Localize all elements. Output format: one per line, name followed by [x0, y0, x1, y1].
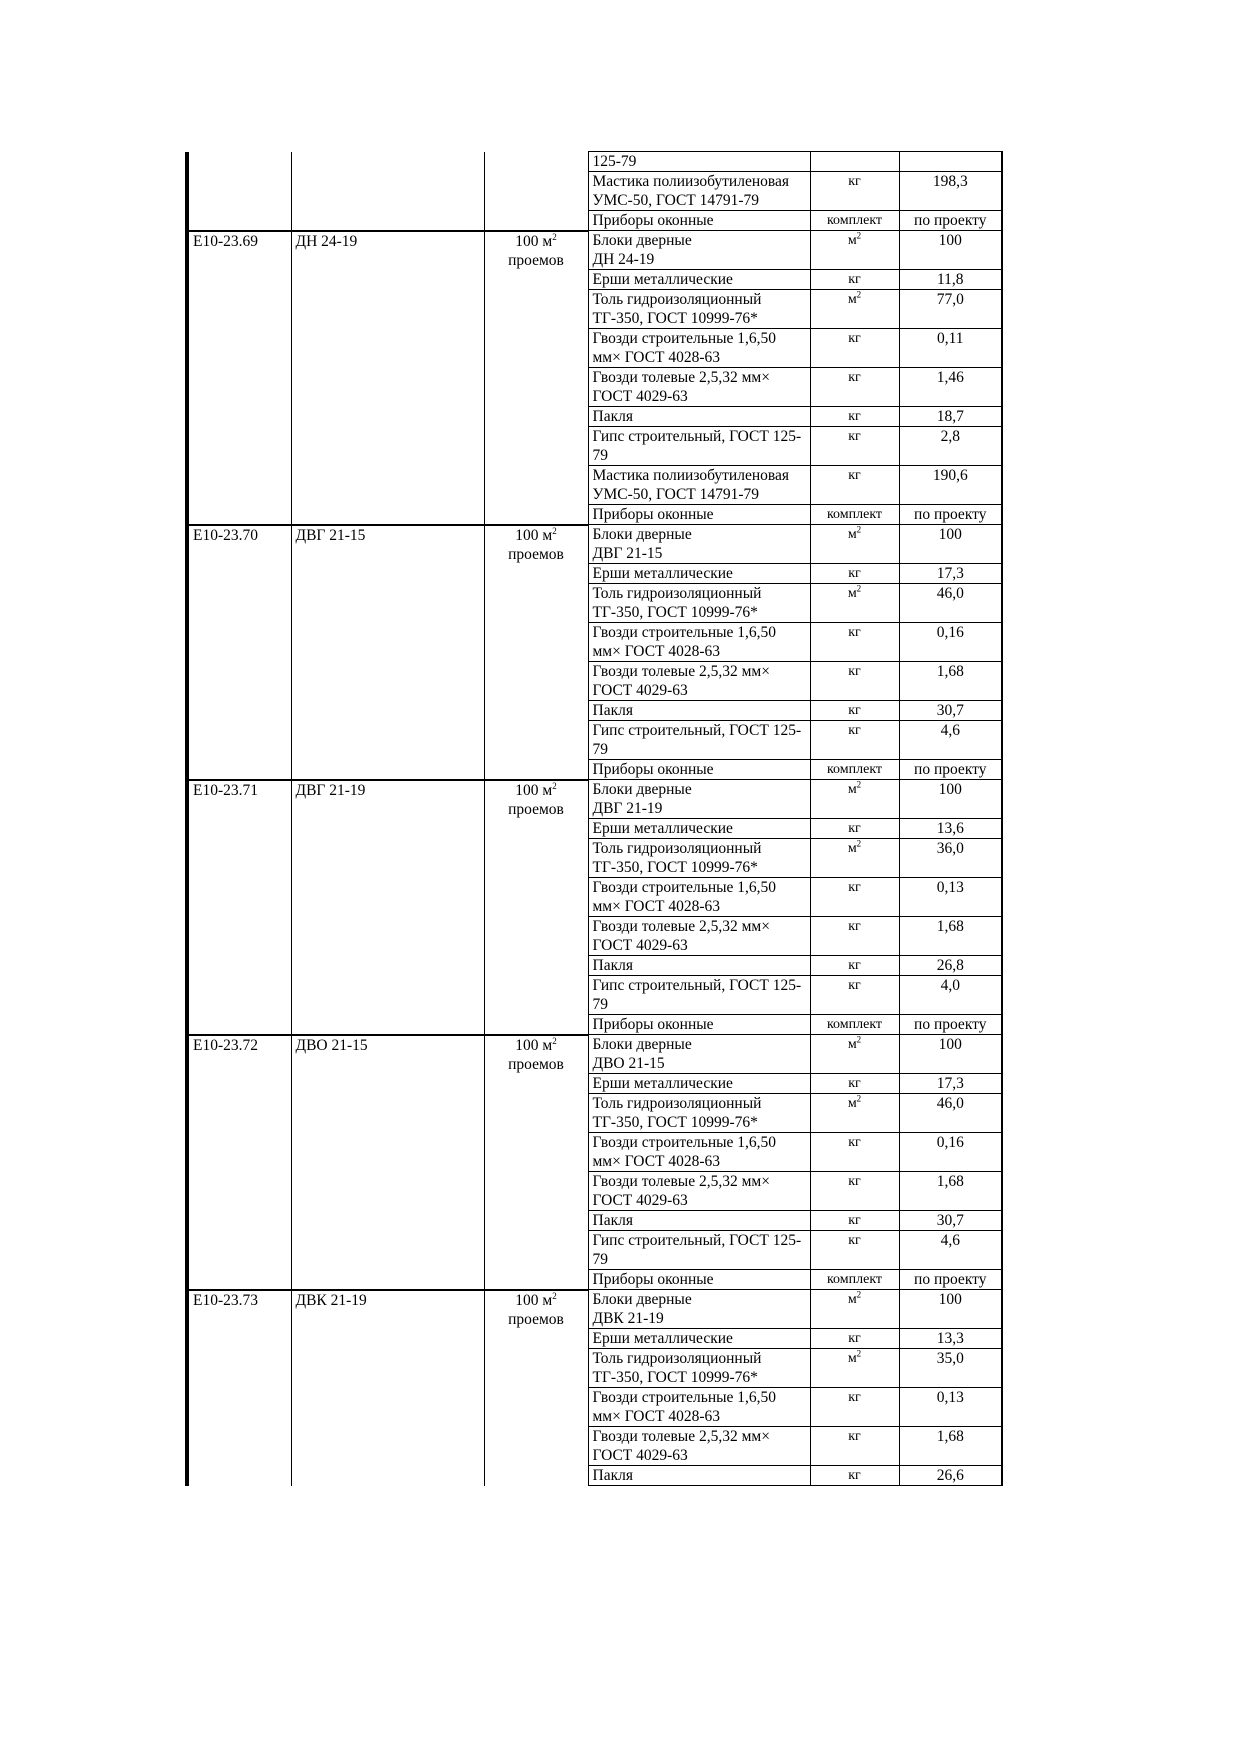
- material-quantity: по проекту: [899, 760, 1002, 780]
- material-quantity: 1,46: [899, 368, 1002, 407]
- material-name: [588, 329, 810, 368]
- norm-name: ДВК 21-19: [291, 1290, 484, 1486]
- material-unit: [810, 1290, 899, 1329]
- material-name: [588, 1172, 810, 1211]
- material-unit: [810, 780, 899, 819]
- table-row: [187, 152, 1002, 172]
- superscript: 2: [856, 583, 862, 594]
- material-quantity: 13,3: [899, 1329, 1002, 1349]
- material-unit-text: комплект: [826, 507, 883, 522]
- material-unit: [810, 368, 899, 407]
- material-name-text: Пакля: [592, 957, 633, 974]
- material-name-text: Ерши металлические: [592, 1330, 733, 1347]
- material-unit: [810, 819, 899, 839]
- material-unit-text: кг: [848, 429, 861, 444]
- superscript: 2: [856, 524, 862, 535]
- norm-unit-sub: проемов: [508, 251, 564, 269]
- material-quantity: 26,8: [899, 956, 1002, 976]
- material-quantity: 4,0: [899, 976, 1002, 1015]
- material-quantity: 100: [899, 525, 1002, 564]
- material-name: [588, 211, 810, 231]
- material-name: [588, 1349, 810, 1388]
- superscript: 2: [856, 1093, 862, 1104]
- material-name: [588, 525, 810, 564]
- material-unit-text: комплект: [826, 1272, 883, 1287]
- material-name-text: Блоки дверные ДВО 21-15: [592, 1036, 692, 1072]
- material-name-text: Приборы оконные: [592, 1016, 714, 1033]
- material-quantity: по проекту: [899, 1270, 1002, 1290]
- material-unit: [810, 231, 899, 270]
- norm-unit: [484, 780, 588, 1035]
- material-name: [588, 662, 810, 701]
- material-quantity: 36,0: [899, 839, 1002, 878]
- material-unit-text: м: [847, 1037, 857, 1052]
- norm-unit: [484, 525, 588, 780]
- material-name: [588, 505, 810, 525]
- material-unit-text: кг: [848, 409, 861, 424]
- norm-code: [187, 152, 291, 231]
- material-unit: [810, 1133, 899, 1172]
- material-name-text: 125-79: [592, 153, 637, 170]
- material-unit: [810, 427, 899, 466]
- material-unit-text: м: [847, 527, 857, 542]
- material-unit-text: кг: [848, 664, 861, 679]
- material-unit-text: комплект: [826, 762, 883, 777]
- material-name: [588, 1231, 810, 1270]
- material-name: [588, 1074, 810, 1094]
- material-quantity: 4,6: [899, 1231, 1002, 1270]
- material-name-text: Толь гидроизоляционный ТГ-350, ГОСТ 10999-76*: [592, 585, 762, 621]
- material-name-text: Блоки дверные ДВГ 21-19: [592, 781, 692, 817]
- norm-unit-sub: проемов: [508, 1310, 564, 1328]
- superscript: 2: [552, 1035, 557, 1046]
- material-unit-text: кг: [848, 468, 861, 483]
- material-name-text: Толь гидроизоляционный ТГ-350, ГОСТ 10999-76*: [592, 840, 762, 876]
- superscript: 2: [856, 838, 862, 849]
- material-unit-text: комплект: [826, 1017, 883, 1032]
- material-unit-text: кг: [848, 1468, 861, 1483]
- norm-unit-main: 100 м: [515, 781, 553, 799]
- norm-name: ДВГ 21-15: [291, 525, 484, 780]
- material-quantity: 190,6: [899, 466, 1002, 505]
- material-name: [588, 368, 810, 407]
- material-name-text: Пакля: [592, 1212, 633, 1229]
- material-unit-text: кг: [848, 919, 861, 934]
- norm-unit: [484, 1290, 588, 1486]
- material-name-text: Ерши металлические: [592, 565, 733, 582]
- material-unit: [810, 623, 899, 662]
- material-unit: [810, 270, 899, 290]
- material-quantity: 18,7: [899, 407, 1002, 427]
- material-name-text: Гвозди строительные 1,6,50 мм× ГОСТ 4028-63: [592, 330, 777, 366]
- material-quantity: 30,7: [899, 701, 1002, 721]
- material-name: [588, 839, 810, 878]
- material-unit-text: м: [847, 841, 857, 856]
- material-name: [588, 1094, 810, 1133]
- material-name: [588, 721, 810, 760]
- material-unit: [810, 1094, 899, 1133]
- material-name: [588, 1329, 810, 1349]
- material-quantity: 11,8: [899, 270, 1002, 290]
- material-unit: [810, 407, 899, 427]
- material-name: [588, 564, 810, 584]
- material-name-text: Гвозди толевые 2,5,32 мм× ГОСТ 4029-63: [592, 369, 770, 405]
- norms-table-body: [187, 152, 1002, 1486]
- table-row: [187, 1290, 1002, 1329]
- material-quantity: 0,11: [899, 329, 1002, 368]
- material-unit-text: кг: [848, 1076, 861, 1091]
- material-unit-text: кг: [848, 880, 861, 895]
- material-unit-text: кг: [848, 625, 861, 640]
- material-unit: [810, 662, 899, 701]
- material-unit-text: м: [847, 1351, 857, 1366]
- material-name-text: Приборы оконные: [592, 212, 714, 229]
- material-unit-text: кг: [848, 174, 861, 189]
- material-unit: [810, 525, 899, 564]
- material-name-text: Блоки дверные ДН 24-19: [592, 232, 692, 268]
- material-name-text: Блоки дверные ДВК 21-19: [592, 1291, 692, 1327]
- material-unit: [810, 1172, 899, 1211]
- material-name-text: Приборы оконные: [592, 506, 714, 523]
- material-unit: [810, 917, 899, 956]
- material-unit-text: кг: [848, 1135, 861, 1150]
- norm-unit-main: 100 м: [515, 232, 553, 250]
- material-quantity: 1,68: [899, 1172, 1002, 1211]
- norm-unit-main: 100 м: [515, 526, 553, 544]
- material-name-text: Гвозди толевые 2,5,32 мм× ГОСТ 4029-63: [592, 918, 770, 954]
- table-row: [187, 231, 1002, 270]
- superscript: 2: [856, 1034, 862, 1045]
- material-name-text: Пакля: [592, 1467, 633, 1484]
- norm-code: Е10-23.73: [187, 1290, 291, 1486]
- material-name-text: Приборы оконные: [592, 1271, 714, 1288]
- material-quantity: 30,7: [899, 1211, 1002, 1231]
- material-name: [588, 427, 810, 466]
- material-unit: [810, 505, 899, 525]
- material-unit: [810, 701, 899, 721]
- norm-unit-sub: проемов: [508, 1055, 564, 1073]
- material-unit: [810, 1329, 899, 1349]
- material-name-text: Ерши металлические: [592, 820, 733, 837]
- material-quantity: 35,0: [899, 1349, 1002, 1388]
- norm-unit: [484, 152, 588, 231]
- material-quantity: 100: [899, 1035, 1002, 1074]
- superscript: 2: [856, 289, 862, 300]
- material-name-text: Толь гидроизоляционный ТГ-350, ГОСТ 10999-76*: [592, 1095, 762, 1131]
- material-quantity: 0,16: [899, 623, 1002, 662]
- material-name-text: Гвозди строительные 1,6,50 мм× ГОСТ 4028-63: [592, 624, 777, 660]
- material-quantity: 1,68: [899, 917, 1002, 956]
- norm-unit-main: 100 м: [515, 1036, 553, 1054]
- norm-name: ДВО 21-15: [291, 1035, 484, 1290]
- material-unit: [810, 290, 899, 329]
- material-unit-text: кг: [848, 1390, 861, 1405]
- superscript: 2: [856, 1289, 862, 1300]
- material-name: [588, 760, 810, 780]
- material-unit-text: кг: [848, 1233, 861, 1248]
- material-unit-text: кг: [848, 1429, 861, 1444]
- material-unit-text: кг: [848, 566, 861, 581]
- norms-table: [185, 151, 1003, 1486]
- material-name: [588, 878, 810, 917]
- material-unit-text: кг: [848, 370, 861, 385]
- material-name: [588, 1211, 810, 1231]
- material-name-text: Пакля: [592, 702, 633, 719]
- material-unit: [810, 1270, 899, 1290]
- superscript: 2: [552, 231, 557, 242]
- table-row: [187, 525, 1002, 564]
- material-name: [588, 270, 810, 290]
- material-name-text: Толь гидроизоляционный ТГ-350, ГОСТ 10999-76*: [592, 291, 762, 327]
- material-name: [588, 623, 810, 662]
- material-unit: [810, 721, 899, 760]
- material-quantity: 17,3: [899, 564, 1002, 584]
- material-name-text: Гвозди толевые 2,5,32 мм× ГОСТ 4029-63: [592, 1428, 770, 1464]
- material-name: [588, 172, 810, 211]
- material-name: [588, 780, 810, 819]
- material-name-text: Приборы оконные: [592, 761, 714, 778]
- material-quantity: 0,16: [899, 1133, 1002, 1172]
- superscript: 2: [856, 230, 862, 241]
- material-name-text: Пакля: [592, 408, 633, 425]
- material-quantity: [899, 152, 1002, 172]
- norm-unit-main: 100 м: [515, 1291, 553, 1309]
- material-name: [588, 819, 810, 839]
- material-name: [588, 1035, 810, 1074]
- material-quantity: 0,13: [899, 1388, 1002, 1427]
- material-name: [588, 1015, 810, 1035]
- material-name-text: Гипс строительный, ГОСТ 125-79: [592, 1232, 802, 1268]
- material-unit: [810, 564, 899, 584]
- material-unit: [810, 878, 899, 917]
- material-name-text: Ерши металлические: [592, 271, 733, 288]
- material-unit-text: кг: [848, 1331, 861, 1346]
- material-unit: [810, 1427, 899, 1466]
- material-unit: [810, 152, 899, 172]
- material-name-text: Гвозди толевые 2,5,32 мм× ГОСТ 4029-63: [592, 663, 770, 699]
- norm-code: Е10-23.70: [187, 525, 291, 780]
- material-unit: [810, 1349, 899, 1388]
- material-name: [588, 1388, 810, 1427]
- material-name-text: Гипс строительный, ГОСТ 125-79: [592, 977, 802, 1013]
- material-name-text: Гипс строительный, ГОСТ 125-79: [592, 722, 802, 758]
- norm-unit: [484, 231, 588, 525]
- material-quantity: 2,8: [899, 427, 1002, 466]
- material-name: [588, 701, 810, 721]
- material-name-text: Гвозди толевые 2,5,32 мм× ГОСТ 4029-63: [592, 1173, 770, 1209]
- superscript: 2: [552, 780, 557, 791]
- material-name-text: Мастика полиизобутиленовая УМС-50, ГОСТ 14791-79: [592, 467, 790, 503]
- material-unit: [810, 584, 899, 623]
- superscript: 2: [552, 525, 557, 536]
- material-unit-text: кг: [848, 723, 861, 738]
- material-name-text: Мастика полиизобутиленовая УМС-50, ГОСТ 14791-79: [592, 173, 790, 209]
- material-quantity: по проекту: [899, 505, 1002, 525]
- material-name-text: Гвозди строительные 1,6,50 мм× ГОСТ 4028-63: [592, 1134, 777, 1170]
- material-unit-text: кг: [848, 272, 861, 287]
- material-unit-text: кг: [848, 703, 861, 718]
- material-unit-text: кг: [848, 331, 861, 346]
- material-quantity: 0,13: [899, 878, 1002, 917]
- material-quantity: 100: [899, 1290, 1002, 1329]
- norm-code: Е10-23.71: [187, 780, 291, 1035]
- material-unit-text: кг: [848, 958, 861, 973]
- material-quantity: по проекту: [899, 211, 1002, 231]
- material-unit: [810, 211, 899, 231]
- norm-unit-sub: проемов: [508, 545, 564, 563]
- material-unit: [810, 976, 899, 1015]
- material-name: [588, 290, 810, 329]
- material-unit: [810, 172, 899, 211]
- material-name: [588, 152, 810, 172]
- material-name: [588, 1133, 810, 1172]
- material-quantity: 4,6: [899, 721, 1002, 760]
- material-name-text: Гвозди строительные 1,6,50 мм× ГОСТ 4028-63: [592, 1389, 777, 1425]
- material-unit-text: м: [847, 1292, 857, 1307]
- norm-name: [291, 152, 484, 231]
- material-unit-text: м: [847, 233, 857, 248]
- material-unit-text: м: [847, 1096, 857, 1111]
- norm-unit: [484, 1035, 588, 1290]
- norm-code: Е10-23.72: [187, 1035, 291, 1290]
- material-unit-text: м: [847, 586, 857, 601]
- material-quantity: 100: [899, 231, 1002, 270]
- norm-code: Е10-23.69: [187, 231, 291, 525]
- material-name: [588, 584, 810, 623]
- material-unit-text: м: [847, 292, 857, 307]
- material-unit-text: кг: [848, 821, 861, 836]
- superscript: 2: [552, 1290, 557, 1301]
- material-unit: [810, 1466, 899, 1486]
- material-quantity: 77,0: [899, 290, 1002, 329]
- material-name: [588, 956, 810, 976]
- material-name-text: Гипс строительный, ГОСТ 125-79: [592, 428, 802, 464]
- material-name: [588, 917, 810, 956]
- table-row: [187, 1035, 1002, 1074]
- material-unit-text: м: [847, 782, 857, 797]
- material-unit-text: кг: [848, 978, 861, 993]
- norm-name: ДН 24-19: [291, 231, 484, 525]
- material-name-text: Толь гидроизоляционный ТГ-350, ГОСТ 10999-76*: [592, 1350, 762, 1386]
- norm-unit-sub: проемов: [508, 800, 564, 818]
- superscript: 2: [856, 1348, 862, 1359]
- material-unit: [810, 760, 899, 780]
- table-row: [187, 780, 1002, 819]
- material-unit-text: кг: [848, 1174, 861, 1189]
- material-name: [588, 231, 810, 270]
- material-name-text: Гвозди строительные 1,6,50 мм× ГОСТ 4028-63: [592, 879, 777, 915]
- material-quantity: 1,68: [899, 1427, 1002, 1466]
- material-name: [588, 1290, 810, 1329]
- material-quantity: 46,0: [899, 1094, 1002, 1133]
- material-unit-text: кг: [848, 1213, 861, 1228]
- material-name: [588, 1427, 810, 1466]
- material-unit-text: комплект: [826, 213, 883, 228]
- norm-name: ДВГ 21-19: [291, 780, 484, 1035]
- material-quantity: 100: [899, 780, 1002, 819]
- material-unit: [810, 1015, 899, 1035]
- material-unit: [810, 1074, 899, 1094]
- material-unit: [810, 466, 899, 505]
- material-unit: [810, 329, 899, 368]
- material-quantity: 198,3: [899, 172, 1002, 211]
- material-unit: [810, 1231, 899, 1270]
- superscript: 2: [856, 779, 862, 790]
- material-name: [588, 976, 810, 1015]
- material-name: [588, 1270, 810, 1290]
- material-unit: [810, 1035, 899, 1074]
- material-name-text: Блоки дверные ДВГ 21-15: [592, 526, 692, 562]
- material-unit: [810, 839, 899, 878]
- material-unit: [810, 1211, 899, 1231]
- material-name: [588, 407, 810, 427]
- material-unit: [810, 956, 899, 976]
- material-name-text: Ерши металлические: [592, 1075, 733, 1092]
- material-quantity: 13,6: [899, 819, 1002, 839]
- material-quantity: 1,68: [899, 662, 1002, 701]
- material-quantity: 26,6: [899, 1466, 1002, 1486]
- material-name: [588, 466, 810, 505]
- material-name: [588, 1466, 810, 1486]
- material-quantity: 46,0: [899, 584, 1002, 623]
- material-quantity: 17,3: [899, 1074, 1002, 1094]
- material-unit: [810, 1388, 899, 1427]
- material-quantity: по проекту: [899, 1015, 1002, 1035]
